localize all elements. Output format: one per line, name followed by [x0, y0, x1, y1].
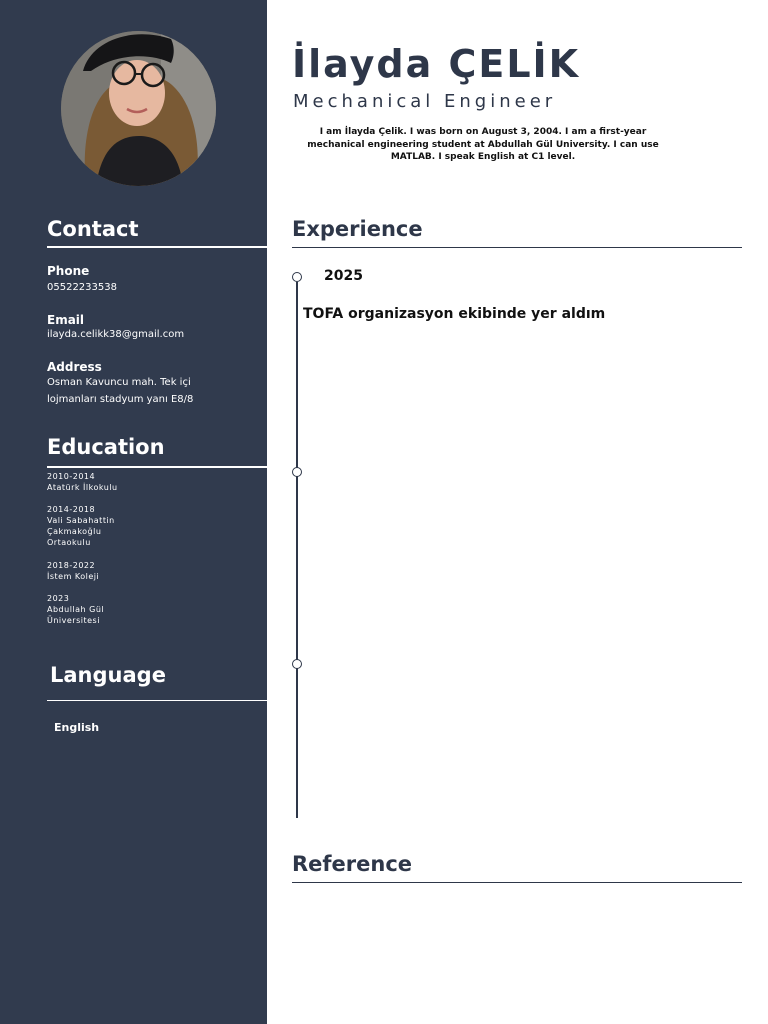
person-name: İlayda ÇELİK [292, 42, 581, 86]
education-item [47, 560, 137, 582]
education-years: 2023 [47, 594, 70, 603]
education-years: 2014-2018 [47, 505, 96, 514]
address-value: Osman Kavuncu mah. Tek içi lojmanları stadyum yanı E8/8 [47, 377, 194, 405]
education-school: Abdullah Gül Üniversitesi [47, 605, 105, 625]
language-item: English [54, 721, 100, 734]
reference-heading: Reference [292, 852, 413, 876]
education-school: Vali Sabahattin Çakmakoğlu Ortaokulu [47, 516, 115, 547]
about-text: I am İlayda Çelik. I was born on August 3, 2004. I am a first-year mechanical engineering student at Abdullah Gül University. I can use MATLAB. I speak English at C1 level. [307, 127, 659, 162]
education-heading: Education [47, 435, 165, 459]
timeline-line [296, 282, 298, 818]
address-label: Address [47, 360, 102, 374]
education-years: 2010-2014 [47, 472, 96, 481]
email-label: Email [47, 313, 85, 327]
reference-divider [292, 882, 742, 883]
language-divider [47, 700, 267, 701]
timeline-dot [292, 659, 302, 669]
job-title: Mechanical Engineer [293, 91, 557, 112]
timeline-dot [292, 467, 302, 477]
education-school: Atatürk İlkokulu [47, 483, 118, 492]
sidebar [0, 0, 267, 1024]
language-heading: Language [50, 663, 166, 687]
experience-year: 2025 [324, 268, 363, 284]
contact-divider [47, 246, 267, 248]
education-item [47, 471, 137, 493]
experience-description: TOFA organizasyon ekibinde yer aldım [303, 306, 606, 322]
education-item [47, 593, 137, 626]
education-school: İstem Koleji [47, 572, 100, 581]
experience-heading: Experience [292, 217, 423, 241]
education-item [47, 504, 137, 548]
profile-photo-image [61, 31, 216, 186]
education-years: 2018-2022 [47, 561, 96, 570]
phone-value: 05522233538 [47, 282, 117, 293]
profile-photo [61, 31, 216, 186]
contact-heading: Contact [47, 217, 139, 241]
phone-label: Phone [47, 264, 90, 278]
experience-divider [292, 247, 742, 248]
education-divider [47, 466, 267, 468]
email-value: ilayda.celikk38@gmail.com [47, 329, 185, 340]
timeline-dot [292, 272, 302, 282]
